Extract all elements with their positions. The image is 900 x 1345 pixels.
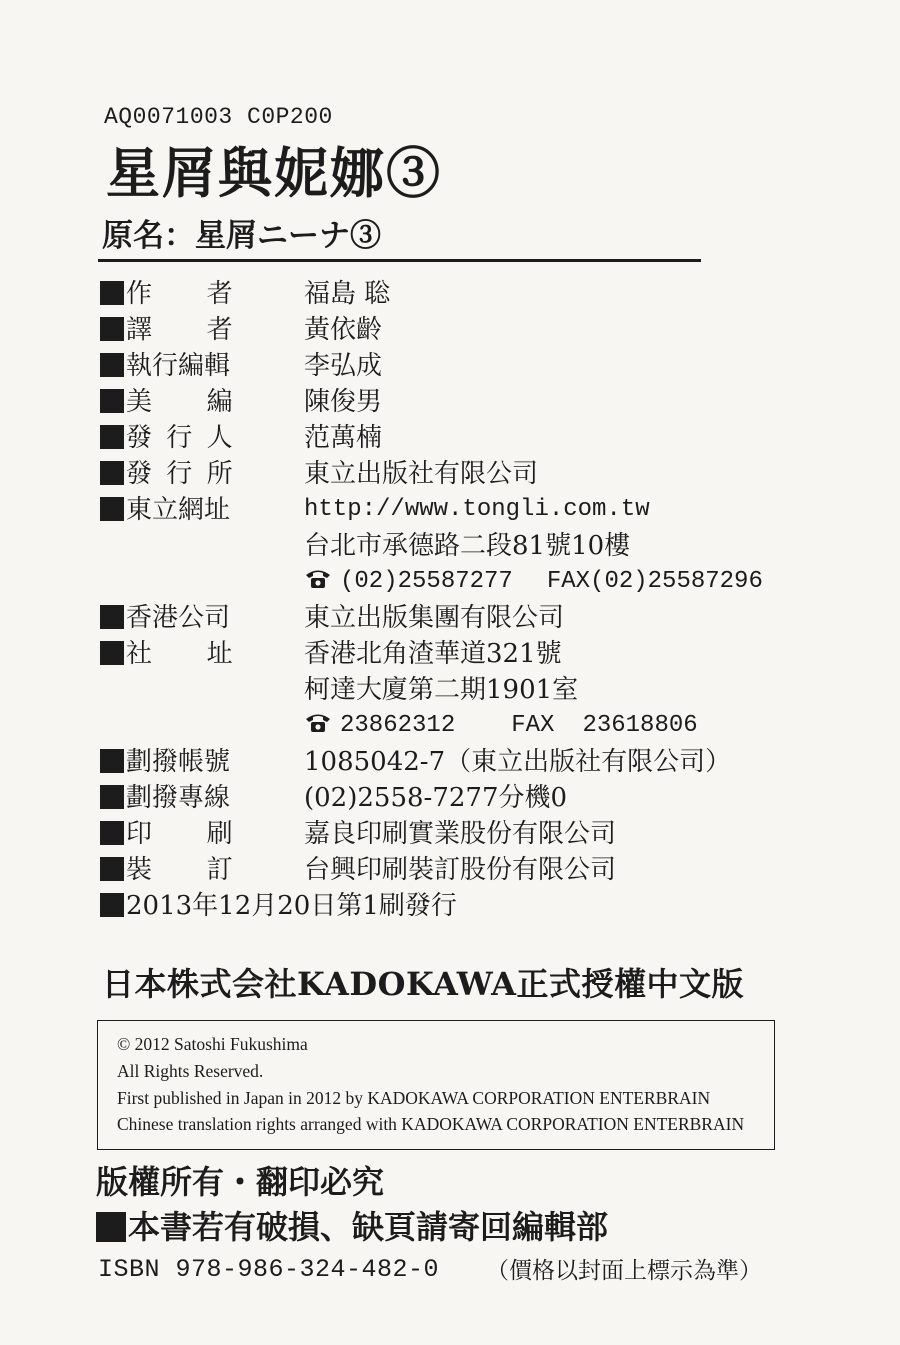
square-bullet-icon (100, 497, 124, 521)
book-title: 星屑與妮娜③ (106, 141, 442, 205)
credit-value: 李弘成 (304, 351, 383, 381)
square-bullet-icon (100, 461, 124, 485)
square-bullet-icon (100, 353, 124, 377)
credit-row-hk-company (100, 600, 800, 636)
telephone-icon (304, 567, 332, 589)
credit-label: 香港公司 (126, 603, 231, 633)
rights-notice: 版權所有・翻印必究 (96, 1163, 385, 1201)
credit-label: 美編 (126, 387, 288, 417)
tw-address: 台北市承德路二段81號10樓 (304, 531, 631, 561)
telephone-icon (304, 711, 332, 733)
tw-phone-row (100, 564, 800, 600)
credit-value: 嘉良印刷實業股份有限公司 (304, 819, 617, 849)
credit-row-website (100, 492, 800, 528)
credit-label: 劃撥帳號 (126, 747, 231, 777)
isbn: ISBN 978-986-324-482-0 (98, 1255, 440, 1284)
credit-label: 東立網址 (126, 495, 231, 525)
copyright-box (97, 1020, 775, 1150)
credit-value: 1085042-7（東立出版社有限公司） (304, 747, 732, 777)
square-bullet-icon (100, 749, 124, 773)
credit-row-binding (100, 852, 800, 888)
hk-address-row-2 (100, 672, 800, 708)
hk-phone: 23862312 (340, 712, 456, 739)
tw-phone: (02)25587277 (340, 568, 513, 595)
credit-label: 社址 (126, 639, 288, 669)
credit-row-hk-address (100, 636, 800, 672)
credit-value: 陳俊男 (304, 387, 383, 417)
licensing-statement: 日本株式会社KADOKAWA正式授權中文版 (102, 965, 744, 1003)
credit-value: 范萬楠 (304, 423, 383, 453)
hk-phone-row (100, 708, 800, 744)
square-bullet-icon (100, 821, 124, 845)
credit-label: 劃撥專線 (126, 783, 231, 813)
credit-value: 台興印刷裝訂股份有限公司 (304, 855, 617, 885)
hk-fax-label: FAX (511, 712, 555, 739)
square-bullet-icon (100, 425, 124, 449)
credits-list (100, 276, 800, 924)
copyright-line: First published in Japan in 2012 by KADOKAWA CORPORATION ENTERBRAIN (117, 1088, 711, 1108)
square-bullet-icon (100, 605, 124, 629)
credit-row-printing (100, 816, 800, 852)
credit-row-publishing-house (100, 456, 800, 492)
title-divider (98, 259, 701, 262)
credit-value: 福島 聡 (304, 279, 391, 309)
hk-address-line-1: 香港北角渣華道321號 (304, 639, 562, 669)
credit-label: 作者 (126, 279, 288, 309)
credit-label: 印刷 (126, 819, 288, 849)
credit-label: 裝訂 (126, 855, 288, 885)
credit-label: 譯者 (126, 315, 288, 345)
damage-notice: 本書若有破損、缺頁請寄回編輯部 (128, 1208, 609, 1246)
copyright-line: © 2012 Satoshi Fukushima (117, 1034, 308, 1054)
price-note: （價格以封面上標示為準） (486, 1258, 762, 1284)
credit-row-designer (100, 384, 800, 420)
square-bullet-icon (100, 785, 124, 809)
credit-label: 執行編輯 (126, 351, 231, 381)
website-url: http://www.tongli.com.tw (304, 496, 650, 523)
credit-label: 發行人 (126, 423, 247, 453)
credit-row-publisher (100, 420, 800, 456)
square-bullet-icon (96, 1212, 126, 1242)
copyright-line: All Rights Reserved. (117, 1061, 264, 1081)
credit-value: 黃依齡 (304, 315, 383, 345)
original-title: 原名：星屑ニーナ③ (102, 218, 381, 254)
square-bullet-icon (100, 641, 124, 665)
square-bullet-icon (100, 389, 124, 413)
credit-row-editor (100, 348, 800, 384)
copyright-line: Chinese translation rights arranged with KADOKAWA CORPORATION ENTERBRAIN (117, 1114, 745, 1134)
square-bullet-icon (100, 893, 124, 917)
product-code: AQ0071003 C0P200 (104, 104, 333, 130)
credit-row-author (100, 276, 800, 312)
tw-fax: FAX(02)25587296 (546, 568, 763, 595)
hk-fax: 23618806 (582, 712, 698, 739)
credit-label: 發行所 (126, 459, 247, 489)
square-bullet-icon (100, 317, 124, 341)
credit-value: (02)2558-7277分機0 (304, 783, 568, 813)
damage-notice-row (96, 1205, 608, 1249)
edition-row (100, 888, 800, 924)
tw-address-row (100, 528, 800, 564)
hk-address-line-2: 柯達大廈第二期1901室 (304, 675, 579, 705)
square-bullet-icon (100, 857, 124, 881)
square-bullet-icon (100, 281, 124, 305)
credit-value: 東立出版社有限公司 (304, 459, 539, 489)
credit-row-account (100, 744, 800, 780)
credit-row-translator (100, 312, 800, 348)
edition-text: 2013年12月20日第1刷發行 (126, 891, 457, 921)
credit-value: 東立出版集團有限公司 (304, 603, 565, 633)
credit-row-hotline (100, 780, 800, 816)
